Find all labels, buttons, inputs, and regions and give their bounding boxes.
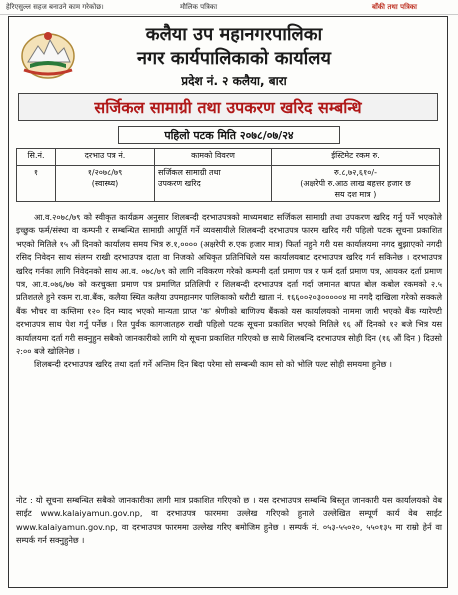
table-row: [17, 166, 440, 202]
cell-desc: [155, 166, 272, 202]
amount-line2: (अक्षरेपी रु.आठ लाख बहत्तर हजार छ: [300, 179, 411, 188]
header-line2: नगर कार्यपालिकाको कार्यालय: [137, 48, 331, 69]
body-paragraph-1: आ.व.२०७८/७९ को स्वीकृत कार्यक्रम अनुसार शिलबन्दी दरभाउपत्रको माध्यमबाट सर्जिकल सामाग्री तथा उपकरण खरिद गर्नु पर्ने भएकोले इच्छुक फर्म/संस्था वा कम्पनी र सम्बन्धित सामाग्री आपूर्ति गर्ने व्यवसायीले शिलबन्दी दरभाउपत्र फारम खरिद गरी पहिलो पटक सूचना प्रकाशित भएको मितिले १५ औं दिनको कार्यालय समय भित्र रु.१,०००० (अक्षरेपी रु.एक हजार मात्र) फिर्ता नहुने गरी यस कार्यालयमा नगद बुझाएको नगदी रसिद निवेदन साथ संलग्न राखी दरभाउपत्र दाता वा निजको अधिकृत प्रतिनिधिले यस कार्यालयबाट दरभाउपत्र खरिद गर्न सकिनेछ । दरभाउपत्र खरिद गर्नका लागि निवेदनको साथ आ.व. ०७८/७९ को लागि नविकरण गरेको कम्पनी दर्ता प्रमाण पत्र र फर्म दर्ता प्रमाण पत्र, आयकर दर्ता प्रमाण पत्र, आ.व.०७६/७७ को करचुक्ता प्रमाण पत्र प्रमाणित प्रतिलिपी र शिलबन्दी दरभाउपत्र दर्ता गर्दा जमानत बापत बोल कबोल रकमको २.५ प्रतिशतले हुने रकम रा.वा.बैंक, कलैया स्थित कलैया उपमहानगर पालिकाको धरौटी खाता नं. १६६००२०३०००००४ मा नगदै दाखिला गरेको सक्कले बैंक भौचर वा कम्तिमा १२० दिन म्याद भएको मान्यता प्राप्त 'क' श्रेणीको बाणिज्य बैंकको यस कार्यालयको नाममा जारी भएको बैंक ग्यारेण्टी दरभाउपत्र साथ पेश गर्नु पर्नेछ । रित पुर्वक कागजातहरु राखी पहिलो पटक सूचना प्रकाशित भएको मितिले १६ औं दिनको १२ बजे भित्र यस कार्यालयमा दर्ता गरी सक्नुहुन सबैको जानकारीको लागि यो सूचना प्रकाशित गरिएको छ साथै शिलबन्दि दरभाउपत्र सोही दिन (१६ औं दिन ) दिउसो २:०० बजे खोलिनेछ ।: [16, 212, 442, 357]
notice-title-banner: सर्जिकल सामाग्री तथा उपकरण खरिद सम्बन्धि: [18, 93, 438, 121]
ref-line1: १/२०७८/७९: [87, 168, 123, 177]
col-ref: दरभाउ पत्र नं.: [56, 149, 155, 166]
col-amount: ईस्टिमेट रकम रु.: [272, 149, 440, 166]
notice-body: [16, 211, 442, 372]
notice-note: नोट : यो सूचना सम्बन्धित सबैको जानकारीका लागी मात्र प्रकाशित गरिएको छ । यस दरभाउपत्र सम्बन्धि बिस्तृत जानकारी यस कार्यालयको वेब साईट www.kalaiyamun.gov.np, वा दरभाउपत्र फारममा उल्लेख गरिएको हुनाले उल्लेखित सम्पूर्ण कार्य वेब साईट www.kalaiyamun.gov.np, वा दरभाउपत्र फारममा उल्लेख गरिए बमोजिम हुनेछ । सम्पर्क नं. ०५३-५५०२०, ५५०१३५ मा राम्रो हेर्न वा सम्पर्क गर्न सक्नुहुनेछ ।: [16, 495, 442, 546]
desc-line2: उपकरण खरिद: [158, 179, 201, 188]
cell-ref: [56, 166, 155, 202]
col-sn: सि.नं.: [17, 149, 56, 166]
tender-table: [16, 148, 440, 202]
body-paragraph-2: शिलबन्दी दरभाउपत्र खरिद तथा दर्ता गर्ने अन्तिम दिन बिदा परेमा सो सम्बन्धी काम सो को भोलि पल्ट सोही समयमा हुनेछ ।: [34, 359, 393, 370]
cell-amount: [272, 166, 440, 202]
amount-line1: रु.८,७२,६१०/-: [334, 168, 377, 177]
desc-line1: सर्जिकल सामाग्री तथा: [158, 168, 221, 177]
nepal-emblem-icon: [16, 26, 80, 80]
ref-line2: (स्वास्थ्य): [91, 179, 119, 188]
amount-line3: सय दश मात्र ): [334, 190, 377, 199]
topline-left: हेरिएसुल्ल सहज बनाउने काम गरेकोछ।: [6, 3, 104, 11]
notice-date-banner: पहिलो पटक मिति २०७८/०७/२४: [118, 126, 340, 144]
topline-right: बाँकी तथा पत्रिका: [372, 3, 417, 11]
header-line1: कलैया उप महानगरपालिका: [145, 24, 323, 45]
newspaper-topline: [0, 0, 458, 15]
col-desc: कामको विवरण: [155, 149, 272, 166]
header-line3: प्रदेश नं. २ कलैया, बारा: [181, 74, 287, 88]
topline-center: मौलिक पत्रिका: [180, 3, 218, 11]
table-header-row: [17, 149, 440, 166]
cell-sn: १: [17, 166, 56, 202]
